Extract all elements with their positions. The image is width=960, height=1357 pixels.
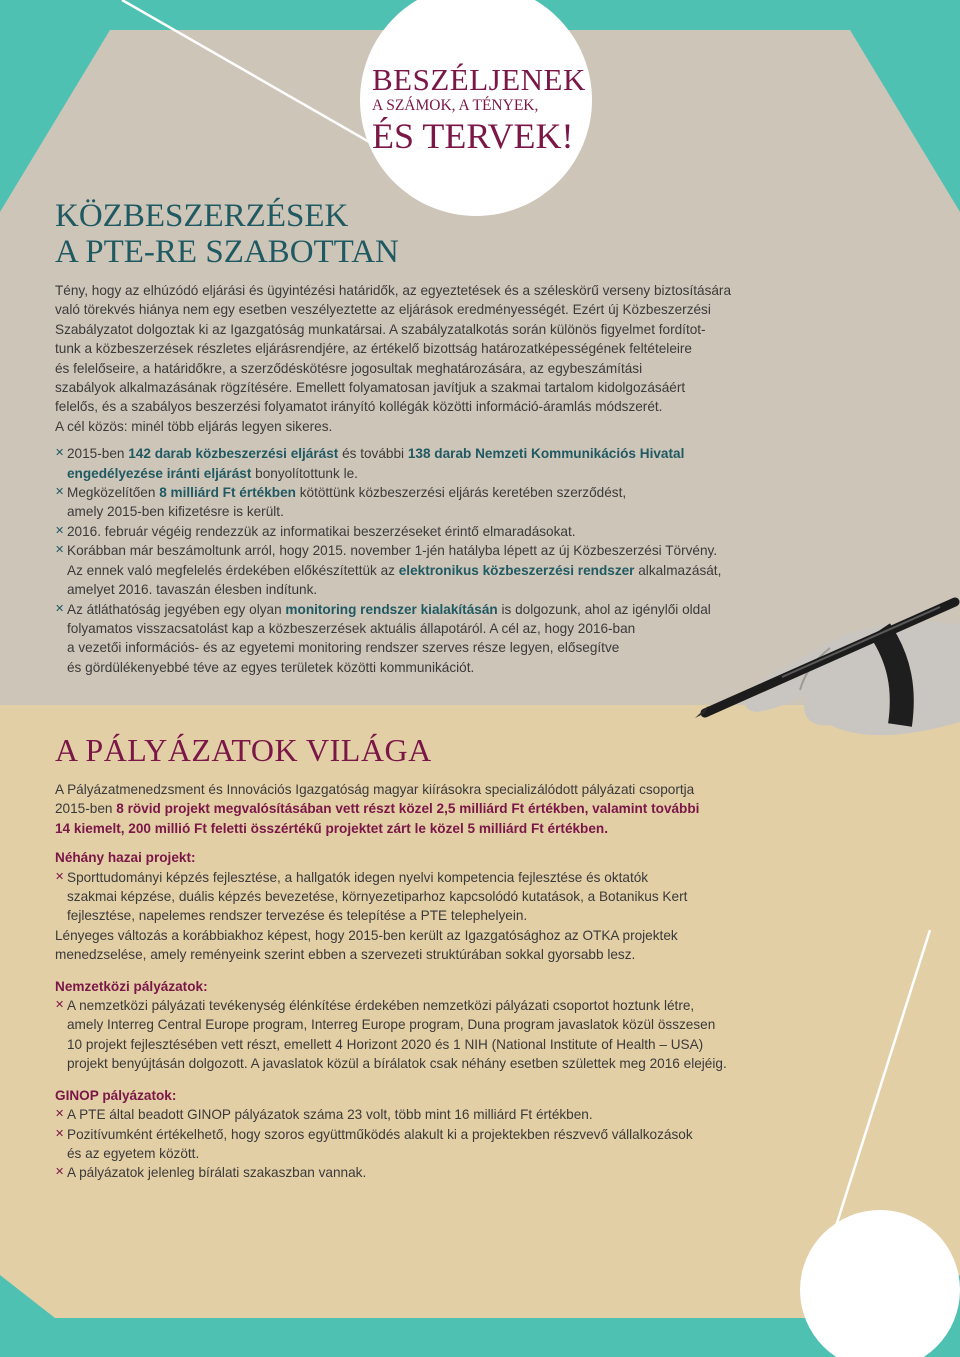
highlight: 14 kiemelt, 200 millió Ft feletti összértékű projektet zárt le közel 5 milliárd Ft értékben. [55,820,609,836]
cross-bullet-icon: ✕ [55,870,65,883]
text: Megközelítően [67,485,160,501]
list-item [55,444,925,483]
section1-intro [55,281,925,436]
text: a vezetői információs- és az egyetemi monitoring rendszer szerves része legyen, elősegítve [67,640,620,656]
intro-line: való törekvés hiánya nem egy esetben veszélyeztette az eljárások eredményességét. Ezért új Közbeszerzési [55,302,711,318]
highlight: 142 darab közbeszerzési eljárást [128,446,339,462]
section1-bullets [55,444,925,677]
list-item [55,1105,925,1124]
cross-bullet-icon: ✕ [55,1127,65,1140]
text: és gördülékenyebbé téve az egyes területek közötti kommunikációt. [67,659,475,675]
text: bonyolítottunk le. [251,465,358,481]
section1-title [55,198,399,270]
text: 2016. február végéig rendezzük az informatikai beszerzéseket érintő elmaradásokat. [67,523,576,539]
text: A nemzetközi pályázati tevékenység élénkítése érdekében nemzetközi pályázati csoportot hoztunk létre, [67,998,695,1014]
section1-title-line-1: KÖZBESZERZÉSEK [55,198,349,234]
cross-bullet-icon: ✕ [55,602,65,615]
list-item [55,522,925,541]
highlight: engedélyezése iránti eljárást [67,465,252,481]
list-item [55,483,925,522]
text: menedzselése, amely reményeink szerint ebben a szervezeti struktúrában sokkal gyorsabb lesz. [55,947,636,963]
text: A PTE által beadott GINOP pályázatok száma 23 volt, több mint 16 milliárd Ft értékben. [67,1107,593,1123]
list-item [55,600,925,678]
intro-line: és felelőseire, a határidőkre, a szerződéskötésre jogosultak meghatározására, az egybeszámítási [55,360,643,376]
highlight: elektronikus közbeszerzési rendszer [398,562,635,578]
cross-bullet-icon: ✕ [55,486,65,499]
section2-intro [55,780,925,838]
text: Pozitívumként értékelhető, hogy szoros együttműködés alakult ki a projektekben részvevő vállalkozások [67,1126,693,1142]
section2-body [55,780,925,1183]
text: 2015-ben [67,446,129,462]
quote-line-2: A SZÁMOK, A TÉNYEK, [372,97,539,114]
text: A pályázatok jelenleg bírálati szakaszban vannak. [67,1165,367,1181]
section2-title: A PÁLYÁZATOK VILÁGA [55,732,432,768]
cross-bullet-icon: ✕ [55,447,65,460]
list-item [55,996,925,1074]
text: amelyet 2016. tavaszán élesben indítunk. [67,582,318,598]
intro-line: Szabályzatot dolgoztak ki az Igazgatóság munkatársai. A szabályzatalkotás során különös figyelmet fordítot- [55,321,706,337]
cross-bullet-icon: ✕ [55,524,65,537]
intro-line: felelős, és a szabályos beszerzési folyamatot irányító kollégák közötti információ-áramlás módszerét. [55,399,663,415]
text: Az átláthatóság jegyében egy olyan [67,601,286,617]
highlight: 138 darab Nemzeti Kommunikációs Hivatal [407,446,685,462]
list-item [55,1125,925,1164]
text: Az ennek való megfelelés érdekében előkészítettük az [67,562,399,578]
ginop-heading: GINOP pályázatok: [55,1087,177,1103]
list-item [55,1163,925,1182]
ginop-list [55,1105,925,1183]
quote-line-1: BESZÉLJENEK [372,62,586,97]
text: projekt benyújtásán dolgozott. A javaslatok közül a bírálatok csak néhány esetben születtek meg 2016 elejéig. [67,1056,727,1072]
cross-bullet-icon: ✕ [55,1166,65,1179]
cross-bullet-icon: ✕ [55,544,65,557]
text: 2015-ben [55,801,117,817]
text: kötöttünk közbeszerzési eljárás keretében szerződést, [295,485,627,501]
international-list [55,996,925,1074]
text: 10 projekt fejlesztésében vett részt, emellett 4 Horizont 2020 és 1 NIH (National Institute of Health – USA) [67,1036,704,1052]
domestic-note [55,926,925,965]
intro-line: A cél közös: minél több eljárás legyen sikeres. [55,418,333,434]
intro-line: tunk a közbeszerzések részletes eljárásrendjére, az értékelő bizottság határozatképességének feltételeire [55,341,692,357]
list-item [55,868,925,926]
text: folyamatos visszacsatolást kap a közbeszerzések aktuális állapotáról. A cél az, hogy 2016-ban [67,620,636,636]
text: alkalmazását, [634,562,722,578]
text: és további [338,446,408,462]
quote-block [372,64,602,156]
text: szakmai képzése, duális képzés bevezetése, környezetiparhoz kapcsolódó kutatások, a Botanikus Kert [67,889,688,905]
text: A Pályázatmenedzsment és Innovációs Igazgatóság magyar kiírásokra specializálódott pályázati csoportja [55,782,695,797]
highlight: monitoring rendszer kialakításán [285,601,498,617]
highlight: 8 rövid projekt megvalósításában vett részt közel 2,5 milliárd Ft értékben, valamint további [116,801,700,817]
text: Sporttudományi képzés fejlesztése, a hallgatók idegen nyelvi kompetencia fejlesztése és oktatók [67,869,649,885]
international-heading: Nemzetközi pályázatok: [55,978,208,994]
domestic-list [55,868,925,926]
text: is dolgozunk, ahol az igénylői oldal [497,601,711,617]
section1-body [55,281,925,677]
domestic-heading: Néhány hazai projekt: [55,850,196,866]
cross-bullet-icon: ✕ [55,1108,65,1121]
highlight: 8 milliárd Ft értékben [159,485,296,501]
section1-title-line-2: A PTE-RE SZABOTTAN [55,234,399,270]
cross-bullet-icon: ✕ [55,999,65,1012]
text: és az egyetem között. [67,1145,200,1161]
list-item [55,541,925,599]
text: amely 2015-ben kifizetésre is került. [67,504,284,520]
text: Korábban már beszámoltunk arról, hogy 2015. november 1-jén hatályba lépett az új Közbeszerzési Törvény. [67,543,718,559]
quote-line-3: ÉS TERVEK! [372,116,574,156]
text: fejlesztése, napelemes rendszer tervezése és telepítése a PTE telephelyein. [67,908,528,924]
intro-line: Tény, hogy az elhúzódó eljárási és ügyintézési határidők, az egyeztetések és a széleskörű verseny biztosítására [55,283,732,298]
text: amely Interreg Central Europe program, Interreg Europe program, Duna program javaslatok közül összesen [67,1017,716,1033]
text: Lényeges változás a korábbiakhoz képest, hogy 2015-ben került az Igazgatósághoz az OTKA projektek [55,927,678,943]
intro-line: szabályok alkalmazásának rögzítésére. Emellett folyamatosan javítjuk a szakmai tartalom kidolgozásáért [55,380,686,396]
